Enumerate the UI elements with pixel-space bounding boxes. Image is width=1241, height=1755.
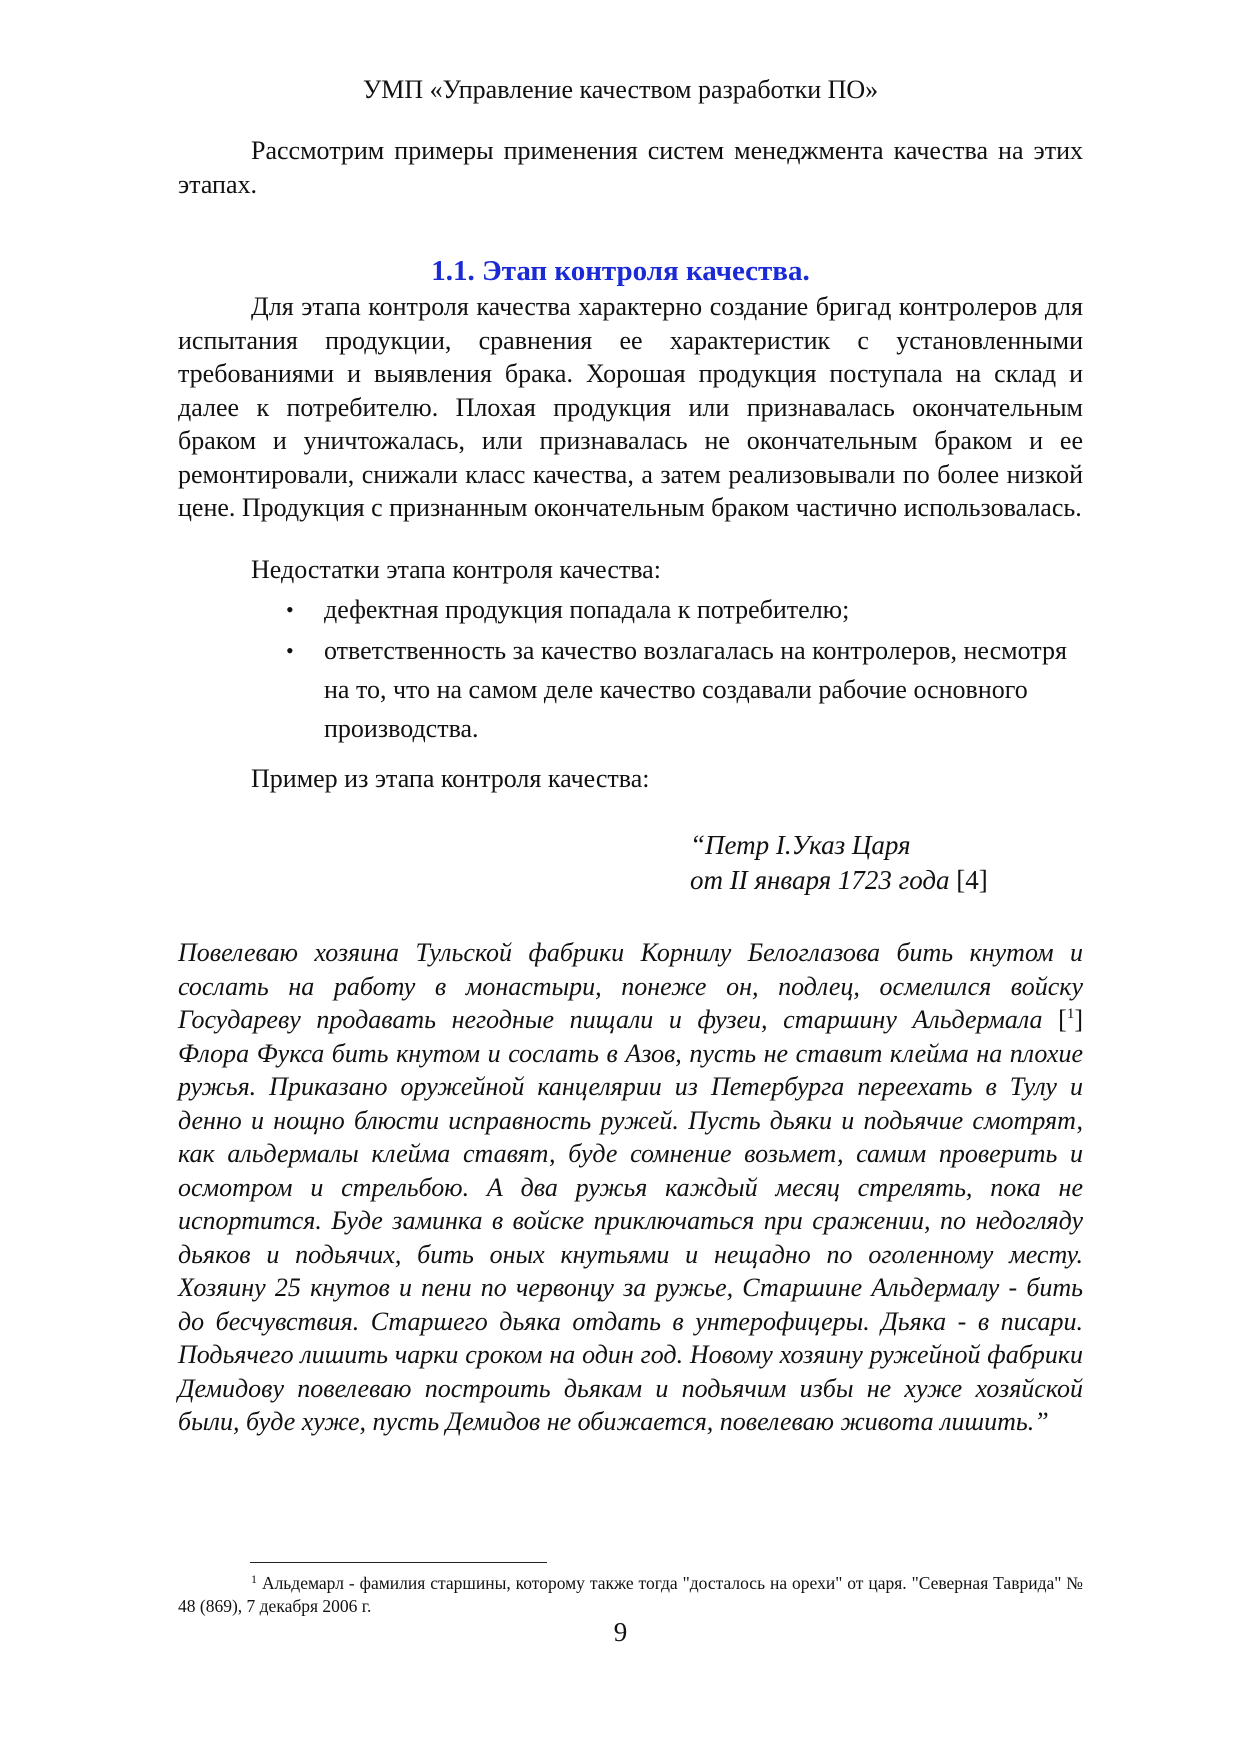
footnote-mark: 1 [251,1572,257,1586]
epigraph-line-2 [690,863,988,898]
list-item [286,590,1076,629]
bullet-icon: • [286,597,294,622]
footnote-ref-open: [ [1058,1005,1067,1034]
page-number: 9 [613,1617,628,1647]
epigraph-date: от II января 1723 года [690,865,950,895]
footnote-ref-close: ] [1074,1005,1083,1034]
bullet-icon: • [286,638,294,663]
quote-text-part-1: Повелеваю хозяина Тульской фабрики Корнилу Белоглазова бить кнутом и сослать на работу в монастыри, понеже он, подлец, осмелился войску Государеву продавать негодные пищали и фузеи, старшину Альдермала [178,938,1083,1034]
footnote-separator [250,1562,547,1563]
footnote [178,1572,1083,1618]
epigraph-line-1: “Петр I.Указ Царя [690,830,911,860]
citation-reference: [4] [956,865,988,895]
intro-paragraph: Рассмотрим примеры применения систем менеджмента качества на этих этапах. [178,136,1083,199]
list-item [286,631,1076,748]
drawbacks-list [286,590,1076,748]
drawbacks-title: Недостатки этапа контроля качества: [251,555,661,584]
list-item-text: ответственность за качество возлагалась на контролеров, несмотря на то, что на самом деле качество создавали рабочие основного производства. [324,636,1067,743]
footnote-text: Альдемарл - фамилия старшины, которому также тогда "досталось на орехи" от царя. "Северная Таврида" № 48 (869), 7 декабря 2006 г. [178,1573,1084,1616]
list-item-text: дефектная продукция попадала к потребителю; [324,595,850,624]
example-title: Пример из этапа контроля качества: [251,764,650,793]
section-body-paragraph: Для этапа контроля качества характерно создание бригад контролеров для испытания продукции, сравнения ее характеристик с установленными требованиями и выявления брака. Хорошая продукция поступала на склад и далее к потребителю. Плохая продукция или признавалась окончательным браком и уничтожалась, или признавалась не окончательным браком и ее ремонтировали, снижали класс качества, а затем реализовывали по более низкой цене. Продукция с признанным окончательным браком частично использовалась. [178,292,1083,522]
quote-text-part-2: Флора Фукса бить кнутом и сослать в Азов, пусть не ставит клейма на плохие ружья. Приказано оружейной канцелярии из Петербурга переехать в Тулу и денно и нощно блюсти исправность ружей. Пусть дьяки и подьячие смотрят, как альдермалы клейма ставят, буде сомнение возьмет, самим проверить и осмотром и стрельбою. А два ружья каждый месяц стрелять, пока не испортится. Буде заминка в войске приключаться при сражении, по недогляду дьяков и подьячих, бить оных кнутьями и нещадно по оголенному месту. Хозяину 25 кнутов и пени по червонцу за ружье, Старшине Альдермалу - бить до бесчувствия. Старшего дьяка отдать в унтерофицеры. Дьяка - в писари. Подьячего лишить чарки сроком на один год. Новому хозяину ружейной фабрики Демидову повелеваю построить дьякам и подьячим избы не хуже хозяйской были, буде хуже, пусть Демидов не обижается, повелеваю живота лишить.” [178,1038,1083,1436]
decree-quote [178,936,1083,1439]
footnote-ref-mark[interactable]: 1 [1066,1006,1075,1022]
epigraph [690,828,988,898]
section-heading: 1.1. Этап контроля качества. [431,255,810,287]
running-header: УМП «Управление качеством разработки ПО» [362,75,879,104]
